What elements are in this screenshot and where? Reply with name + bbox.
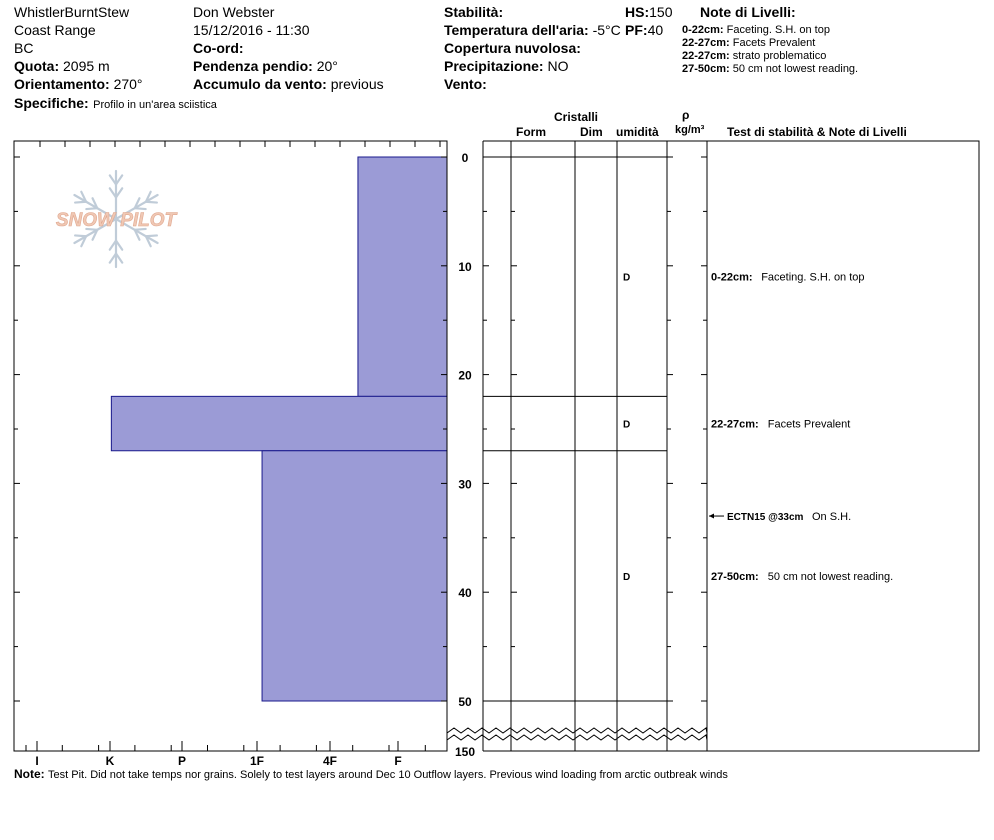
stabilita-label: Stabilità: — [444, 4, 504, 20]
location-name: WhistlerBurntStew — [14, 4, 130, 20]
col-rho: ρ — [682, 108, 690, 122]
orient-label: Orientamento: — [14, 76, 110, 92]
layer-note-range: 0-22cm: — [711, 271, 753, 284]
test-code: ECTN15 @33cm — [727, 512, 804, 524]
col-cristalli: Cristalli — [554, 110, 599, 124]
wetness-label: D — [623, 571, 631, 583]
flake-branch — [75, 202, 86, 203]
flake-branch — [86, 208, 97, 209]
copertura-label: Copertura nuvolosa: — [444, 40, 581, 56]
depth-tick-label: 20 — [458, 368, 472, 383]
specifiche-label: Specifiche: — [14, 95, 89, 111]
col-test-notes: Test di stabilità & Note di Livelli — [727, 125, 907, 139]
layer-note-header: 22-27cm: Facets Prevalent — [682, 37, 816, 49]
col-dim: Dim — [580, 125, 603, 139]
accumulo-value: previous — [330, 76, 384, 92]
notes-frame — [707, 141, 979, 751]
flake-branch — [75, 235, 86, 236]
break-zigzag — [447, 728, 707, 733]
flake-branch — [146, 235, 157, 236]
hardness-bar — [111, 396, 447, 450]
hardness-category-label: 1F — [249, 754, 265, 768]
quota-value: 2095 m — [63, 58, 110, 74]
layer-note-header: 27-50cm: 50 cm not lowest reading. — [682, 63, 859, 75]
break-zigzag — [447, 735, 707, 740]
pendenza-value: 20° — [316, 58, 338, 74]
col-form: Form — [516, 125, 546, 139]
observer-name: Don Webster — [193, 4, 275, 20]
depth-tick-label: 30 — [458, 477, 472, 492]
temp-value: -5°C — [592, 22, 621, 38]
layer-note-header: 22-27cm: strato problematico — [682, 50, 827, 62]
scale-break — [447, 728, 707, 740]
quota-label: Quota: — [14, 58, 60, 74]
depth-bottom-label: 150 — [454, 745, 476, 759]
flake-branch — [146, 202, 157, 203]
footer-note — [14, 768, 728, 781]
hardness-bars — [111, 157, 447, 701]
depth-tick-label: 10 — [458, 259, 472, 274]
pf-label: PF: — [625, 22, 648, 38]
col-umidita: umidità — [616, 125, 659, 139]
hardness-category-label: K — [105, 754, 115, 768]
stability-tests — [709, 511, 851, 523]
vento-label: Vento: — [444, 76, 487, 92]
hardness-bar — [358, 157, 447, 396]
footer-note-label: Note: — [14, 767, 45, 781]
wetness-label: D — [623, 272, 631, 284]
pf-value: 40 — [647, 22, 664, 38]
precip-value: NO — [547, 58, 569, 74]
hardness-category-label: I — [35, 754, 39, 768]
flake-branch — [135, 208, 146, 209]
depth-tick-label: 50 — [458, 695, 472, 709]
range-name: Coast Range — [14, 22, 96, 38]
hardness-category-label: F — [394, 754, 402, 768]
hardness-category-label: 4F — [322, 754, 338, 768]
observation-datetime: 15/12/2016 - 11:30 — [193, 22, 310, 38]
temp-label: Temperatura dell'aria: — [444, 22, 589, 38]
coord-label: Co-ord: — [193, 40, 244, 56]
layer-note-text: 50 cm not lowest reading. — [767, 570, 894, 583]
pendenza-label: Pendenza pendio: — [193, 58, 313, 74]
layer-note-range: 22-27cm: — [711, 418, 759, 431]
region-name: BC — [14, 40, 34, 56]
hardness-category-label: P — [177, 754, 187, 768]
layer-note-text: Facets Prevalent — [767, 418, 851, 431]
hs-value: 150 — [649, 4, 673, 20]
col-density-unit: kg/m³ — [675, 124, 705, 136]
wetness-label: D — [623, 419, 631, 431]
hardness-bar — [262, 451, 447, 701]
layer-note-header: 0-22cm: Faceting. S.H. on top — [682, 24, 830, 36]
depth-tick-label: 40 — [458, 586, 472, 601]
layer-note-range: 27-50cm: — [711, 570, 759, 583]
hs-label: HS: — [625, 4, 650, 20]
snowpilot-logo: SNOW PILOT — [55, 210, 177, 231]
layer-note-text: Faceting. S.H. on top — [761, 271, 865, 284]
depth-tick-label: 0 — [461, 151, 469, 165]
specifiche-value: Profilo in un'area sciistica — [93, 99, 217, 111]
precip-label: Precipitazione: — [444, 58, 544, 74]
note-livelli-title: Note di Livelli: — [700, 4, 796, 20]
test-arrow-head — [709, 514, 714, 519]
test-comment: On S.H. — [812, 511, 852, 524]
accumulo-label: Accumulo da vento: — [193, 76, 327, 92]
footer-note-text: Test Pit. Did not take temps nor grains. Solely to test layers around Dec 10 Outflow layers. Previous wind loading from arctic outbreak winds — [48, 769, 728, 781]
axis-labels — [35, 151, 893, 768]
orient-value: 270° — [113, 76, 143, 92]
